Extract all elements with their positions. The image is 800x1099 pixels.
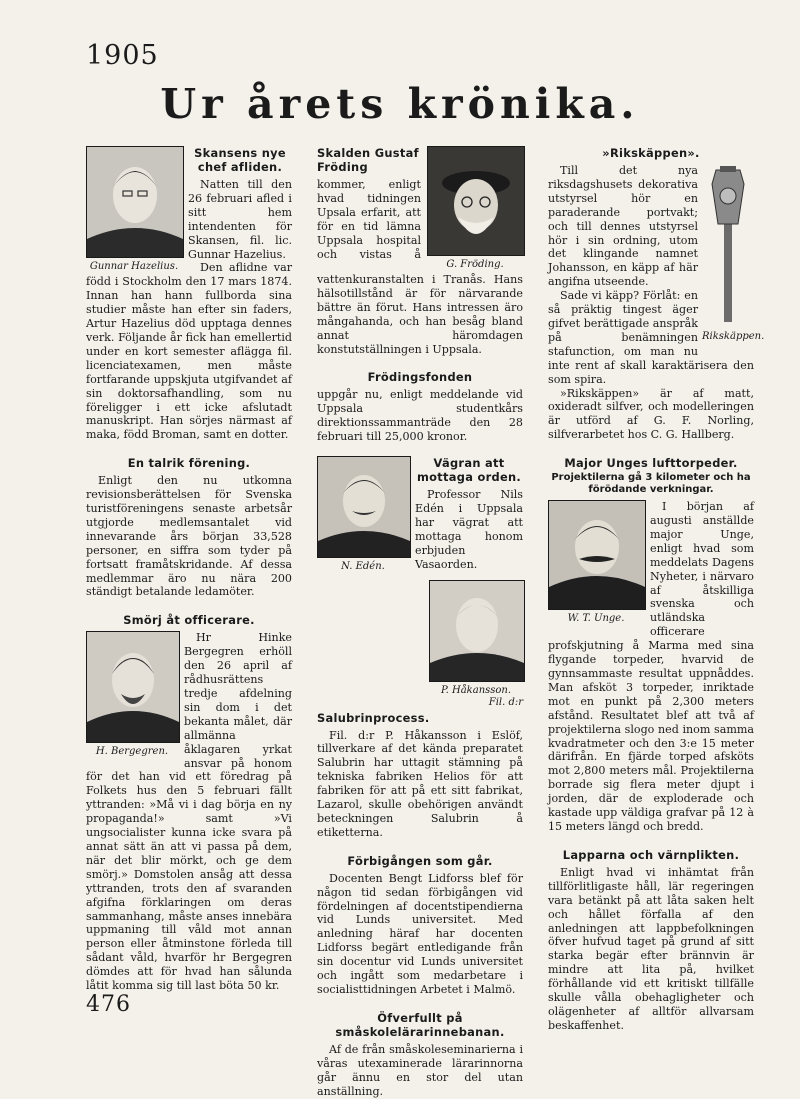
text-rikskappen-3: »Rikskäppen» är af matt, oxideradt silfver, och modelleringen är utförd af G. F. Norling, silfverarbetet hos C. G. Hallberg. xyxy=(548,386,754,442)
heading-salubrin: Salubrinprocess. xyxy=(317,710,430,725)
column-3 xyxy=(548,146,765,1033)
text-hazelius-2: Den aflidne var född i Stockholm den 17 mars 1874. Innan han hann fullborda sina studier måste han efter sin faders, Artur Hazelius död upptaga dennes verk. Följande år fick han emellertid under en kort semester aflägga fil. licenciatexamen, men måste fortfarande uppskjuta utgifvandet af sin doktorsafhandling, som nu föreligger i ett icke afslutadt manuskript. Han sörjes närmast af maka, född Broman, samt en dotter. xyxy=(86,261,292,442)
heading-talrik: En talrik förening. xyxy=(127,456,251,471)
text-talrik: Enligt den nu utkomna revisionsberättelsen för Svenska turistföreningens senaste arbetsår utgjorde medlemsantalet vid innevarande års början 33,528 personer, en siffra som tyder på fortsatt framåtskridande. Af dessa medlemmar äro nu nära 200 ständigt betalande ledamöter. xyxy=(86,474,292,599)
heading-froding: Skalden Gustaf Fröding xyxy=(317,146,419,174)
column-1 xyxy=(86,146,292,993)
heading-ofverfullt: Öfverfullt på småskolelärarinnebanan. xyxy=(335,1010,505,1039)
text-ofverfullt: Af de från småskoleseminarierna i våras utexaminerade lärarinnorna går ännu en stor del utan anställning. xyxy=(317,1042,523,1098)
portrait-hakansson xyxy=(429,580,525,682)
text-rikskappen-1: Till det nya riksdagshusets dekorativa utstyrsel hör en paraderande portvakt; och till dennes utstyrsel hör i sin ordning, utom det klingande namnet Johansson, en käpp af här angifna utseende. xyxy=(548,164,698,289)
text-rikskappen-2: Sade vi käpp? Förlåt: en så präktig tingest äger gifvet berättigade anspråk på benämningen stafunction, om man nu inte rent af skall karaktärisera den som spira. xyxy=(548,289,754,386)
figure-unge xyxy=(548,500,644,625)
rikskappen-illustration xyxy=(702,164,754,324)
text-salubrin: Fil. d:r P. Håkansson i Eslöf, tillverkare af det kända preparatet Salubrin har uttagit stämning på tekniska fabriken Helios för att fabriken för att på ett sitt fabrikat, Lazarol, skulle obehörigen användt beteckningen Salubrin å etiketterna. xyxy=(317,728,523,839)
caption-rikskappen: Rikskäppen. xyxy=(702,330,765,342)
year: 1905 xyxy=(86,40,159,71)
caption-eden: N. Edén. xyxy=(341,561,385,573)
portrait-unge xyxy=(548,500,646,610)
heading-rikskappen: »Rikskäppen». xyxy=(602,146,700,160)
text-smorj: Hr Hinke Bergegren erhöll den 26 april af rådhusrättens tredje afdelning sin dom i det bekanta målet, där allmänna åklagaren yrkat ansvar på honom för det han vid ett föredrag på Folkets hus den 5 februari fällt yttranden: »Må vi i dag börja en ny propaganda!» samt »Vi ungsocialister kunna icke svara på annat sätt än att vi passa på dem, när det blir mörkt, och ge dem smörj.» Domstolen ansåg att dessa yttranden, trots den af svaranden afgifna förklaringen om deras sammanhang, måste anses innebära uppmaning till våld mot annan person eller åtminstone förleda till sådant våld, hvarför hr Bergegren dömdes att för hvad han sålunda låtit komma sig till last böta 50 kr. xyxy=(86,631,292,993)
caption-hazelius: Gunnar Hazelius. xyxy=(89,261,179,272)
figure-eden xyxy=(317,456,409,573)
heading-fonden: Frödingsfonden xyxy=(367,370,473,385)
text-vagran: Professor Nils Edén i Uppsala har vägrat att mottaga honom erbjuden Vasaorden. xyxy=(415,488,523,571)
heading-forbi: Förbigången som går. xyxy=(347,853,493,868)
subheading-torpeder: Projektilerna gå 3 kilometer och ha förödande verkningar. xyxy=(551,472,751,496)
text-torpeder: I början af augusti anställde major Unge, enligt hvad som meddelats Dagens Nyheter, i närvaro af åtskilliga svenska och utländska officerare profskjutning å Marma med sina flygande torpeder, hvarvid de gynnsammaste resultat uppnåddes. Man afsköt 3 torpeder, inriktade mot en punkt på 2,300 meters afstånd. Resultatet blef att två af projektilerna slogo ned inom samma kvadratmeter och den 3:e 15 meter därifrån. En fjärde torped afsköts mot 2,800 meters mål. Projektilerna borrade sig flera meter djupt i jorden, där de exploderade och kastade upp väldiga grafvar på 12 à 15 meters längd och bredd. xyxy=(548,500,754,833)
caption-froding: G. Fröding. xyxy=(446,259,504,270)
text-froding: kommer, enligt hvad tidningen Upsala erfarit, att för en tid lämna Uppsala hospital och vistas å vattenkuranstalten i Tranås. Hans hälsotillstånd är för närvarande bättre än förut. Hans intressen äro mångahanda, och han besåg bland annat häromdagen konstutställningen i Uppsala. xyxy=(317,178,523,356)
caption-hakansson: P. Håkansson. xyxy=(440,684,512,696)
figure-hakansson xyxy=(429,580,523,709)
portrait-hazelius xyxy=(86,146,184,258)
figure-hazelius xyxy=(86,146,182,273)
text-lapparna: Enligt hvad vi inhämtat från tillförlitligaste håll, lär regeringen vara betänkt på att låta saken helt och hållet förfalla af den anledningen att lappbefolkningen öfver hufvud taget på grund af sitt starka begär efter brännvin är mindre att lita på, hvilket förhållande vid ett kritiskt tillfälle skulle vålla obehagligheter och olägenheter af alltför allvarsam beskaffenhet. xyxy=(548,865,754,1032)
caption-hakansson-title: Fil. d:r xyxy=(488,696,523,708)
heading-torpeder: Major Unges lufttorpeder. xyxy=(564,456,738,471)
column-2 xyxy=(317,146,523,1099)
portrait-bergegren xyxy=(86,631,180,743)
portrait-froding xyxy=(427,146,525,256)
caption-bergegren: H. Bergegren. xyxy=(95,746,169,758)
page-number: 476 xyxy=(86,992,131,1017)
text-forbi: Docenten Bengt Lidforss blef för någon tid sedan förbigången vid fördelningen af docentstipendierna vid Lunds universitet. Med anledning häraf har docenten Lidforss begärt entledigande från sin docentur vid Lunds universitet och ingått som medarbetare i socialisttidningen Arbetet i Malmö. xyxy=(317,871,523,996)
portrait-eden xyxy=(317,456,411,558)
text-hazelius-1: Natten till den 26 februari afled i sitt hem intendenten för Skansen, fil. lic. Gunnar Hazelius. xyxy=(188,178,292,261)
figure-bergegren xyxy=(86,631,178,758)
text-fonden: uppgår nu, enligt meddelande vid Uppsala studentkårs direktionssammanträde den 28 februari till 25,000 kronor. xyxy=(317,388,523,444)
heading-vagran: Vägran att mottaga orden. xyxy=(416,456,522,485)
page-title: Ur årets krönika. xyxy=(160,80,640,128)
heading-lapparna: Lapparna och värnplikten. xyxy=(562,847,740,862)
figure-froding xyxy=(427,146,523,271)
caption-unge: W. T. Unge. xyxy=(567,613,625,625)
heading-smorj: Smörj åt officerare. xyxy=(123,613,255,628)
heading-hazelius: Skansens nye chef afliden. xyxy=(194,146,286,174)
figure-rikskappen xyxy=(702,164,765,343)
